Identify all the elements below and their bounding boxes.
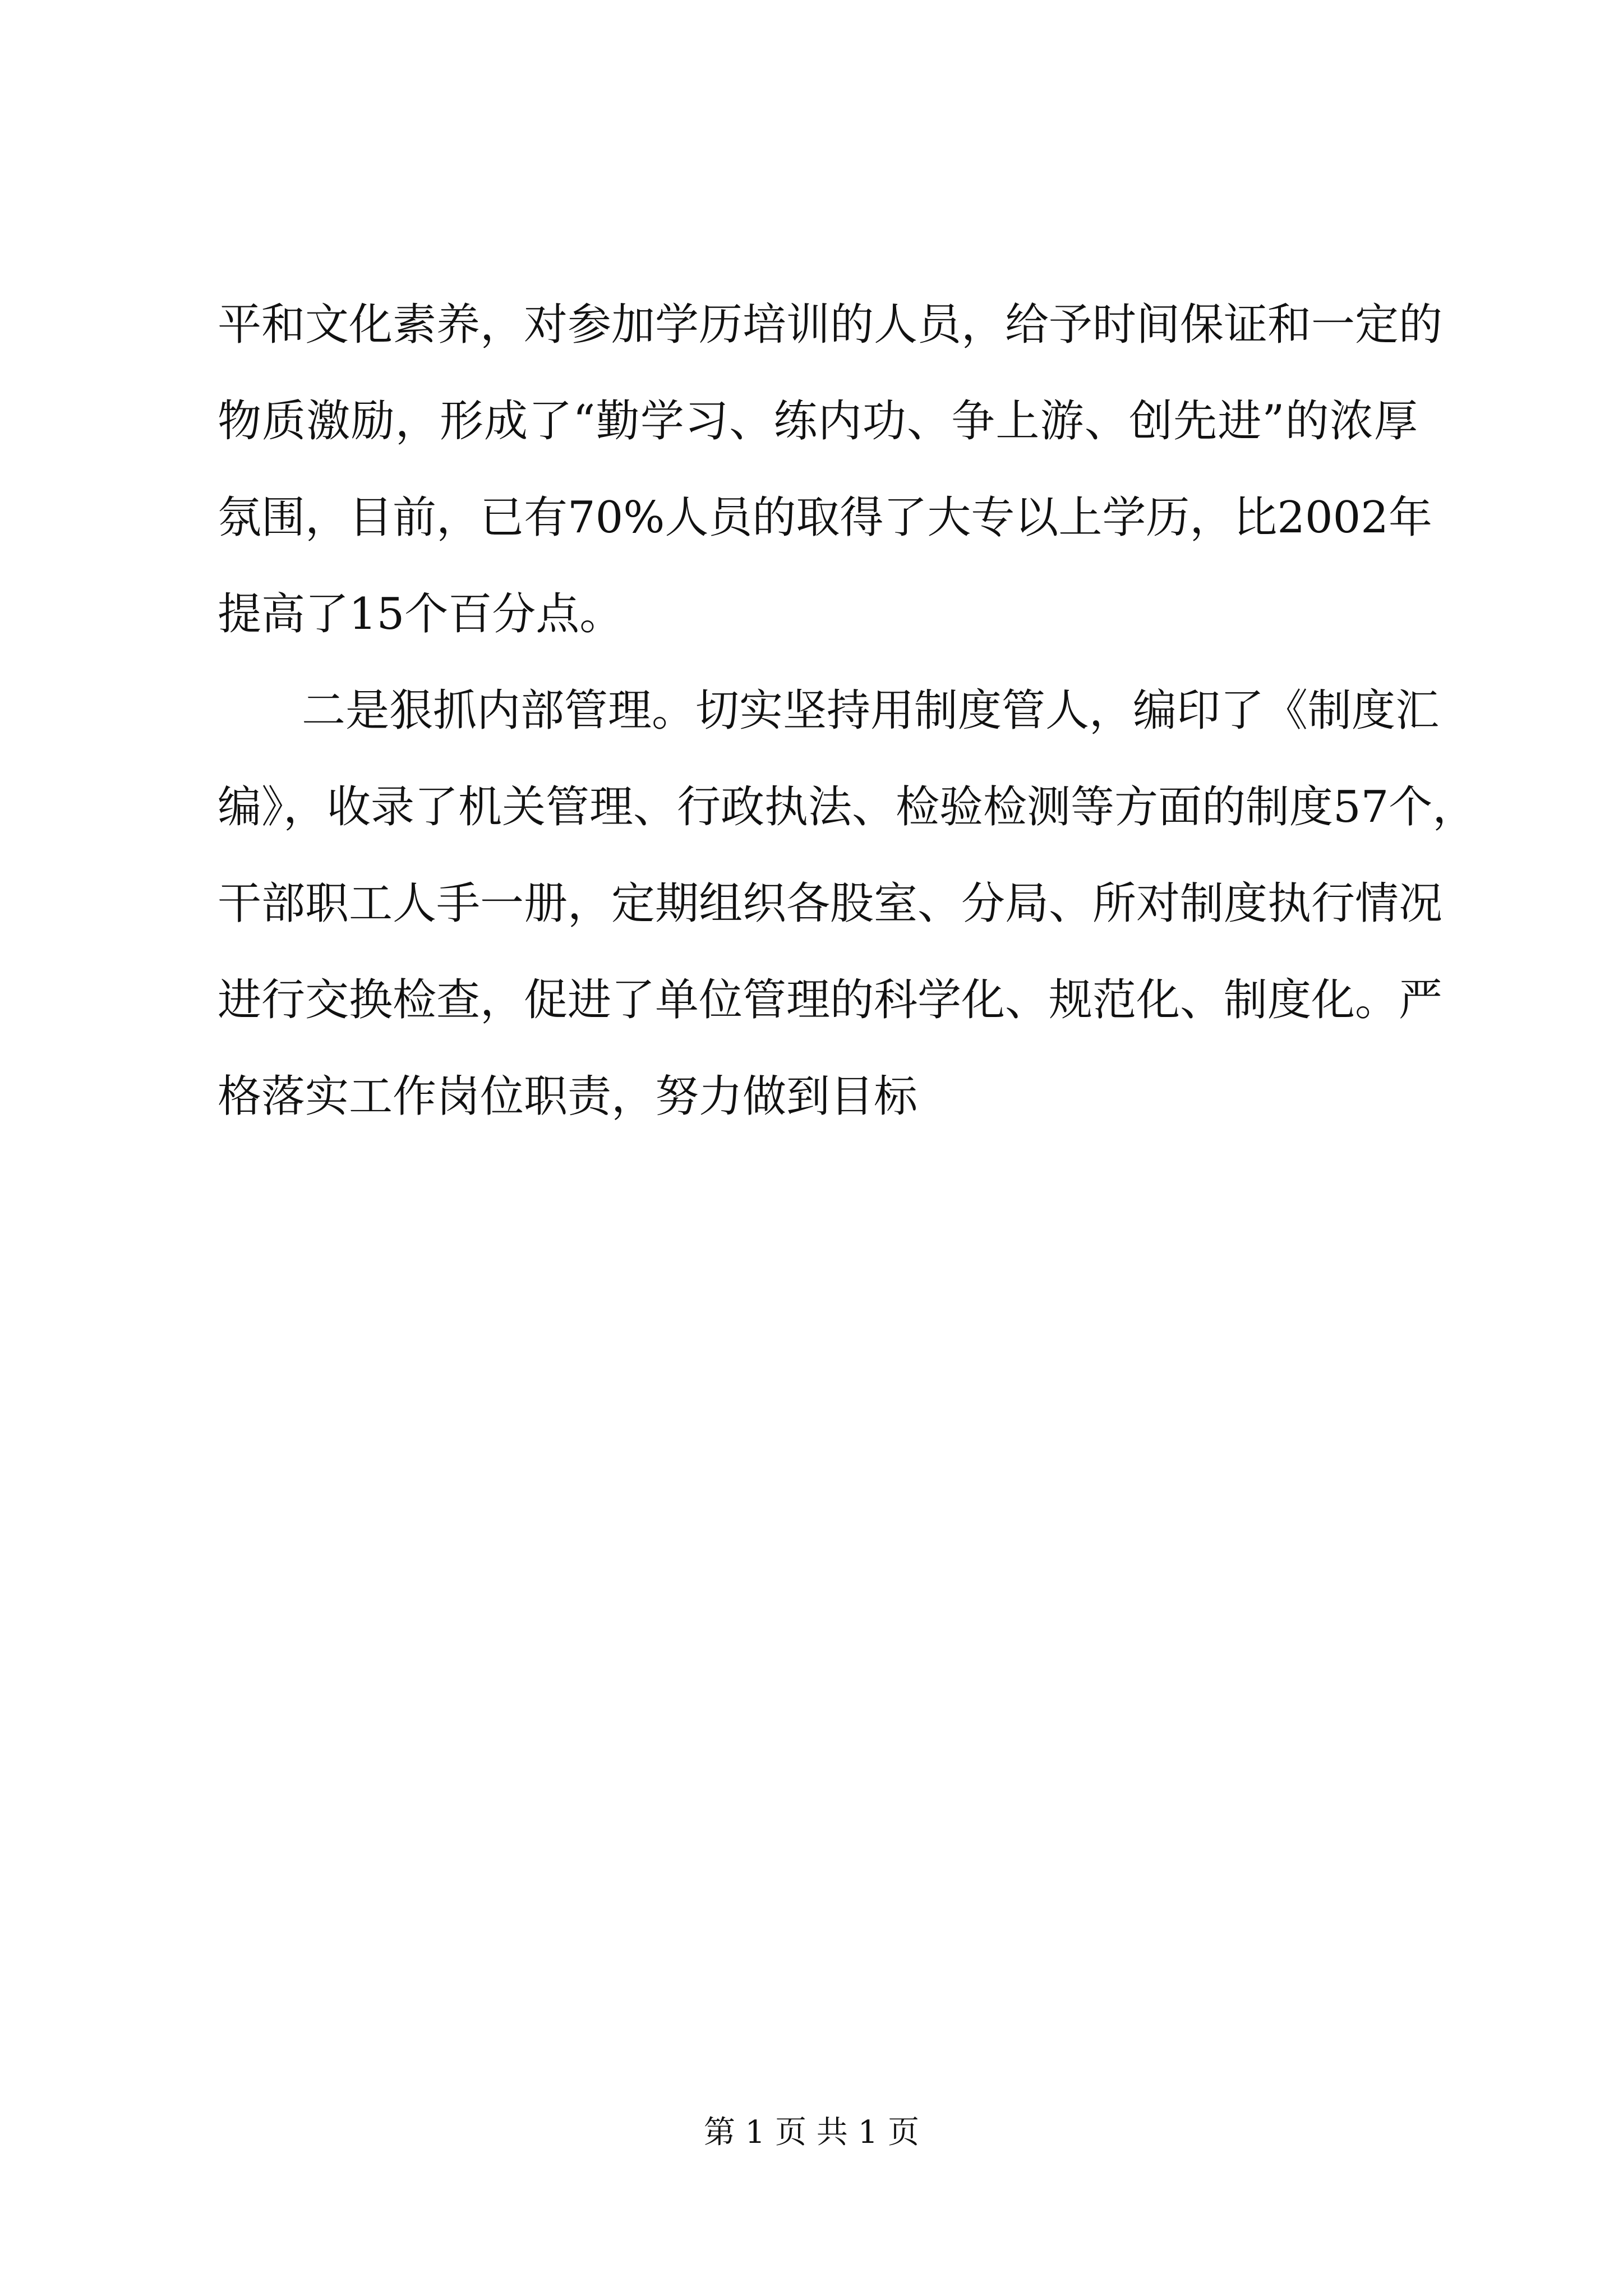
paragraph-line: 氛围，目前，已有70%人员的取得了大专以上学历，比2002年 bbox=[218, 493, 1432, 543]
paragraph-line: 提高了15个百分点。 bbox=[218, 589, 624, 639]
paragraph-line: 编》，收录了机关管理、行政执法、检验检测等方面的制度57个， bbox=[218, 782, 1477, 832]
paragraph-2 bbox=[218, 685, 1477, 1122]
paragraph-line: 平和文化素养，对参加学历培训的人员，给予时间保证和一定的 bbox=[218, 300, 1443, 350]
page-footer: 第 1 页 共 1 页 bbox=[703, 2114, 920, 2151]
paragraph-line: 二是狠抓内部管理。切实坚持用制度管人，编印了《制度汇 bbox=[302, 685, 1440, 736]
paragraph-line: 格落实工作岗位职责，努力做到目标 bbox=[218, 1071, 918, 1122]
paragraph-line: 进行交换检查，促进了单位管理的科学化、规范化、制度化。严 bbox=[218, 975, 1443, 1025]
document-body bbox=[218, 300, 1477, 1171]
paragraph-line: 物质激励，形成了“勤学习、练内功、争上游、创先进”的浓厚 bbox=[218, 396, 1418, 447]
paragraph-1 bbox=[218, 300, 1443, 639]
paragraph-line: 干部职工人手一册，定期组织各股室、分局、所对制度执行情况 bbox=[218, 878, 1443, 929]
